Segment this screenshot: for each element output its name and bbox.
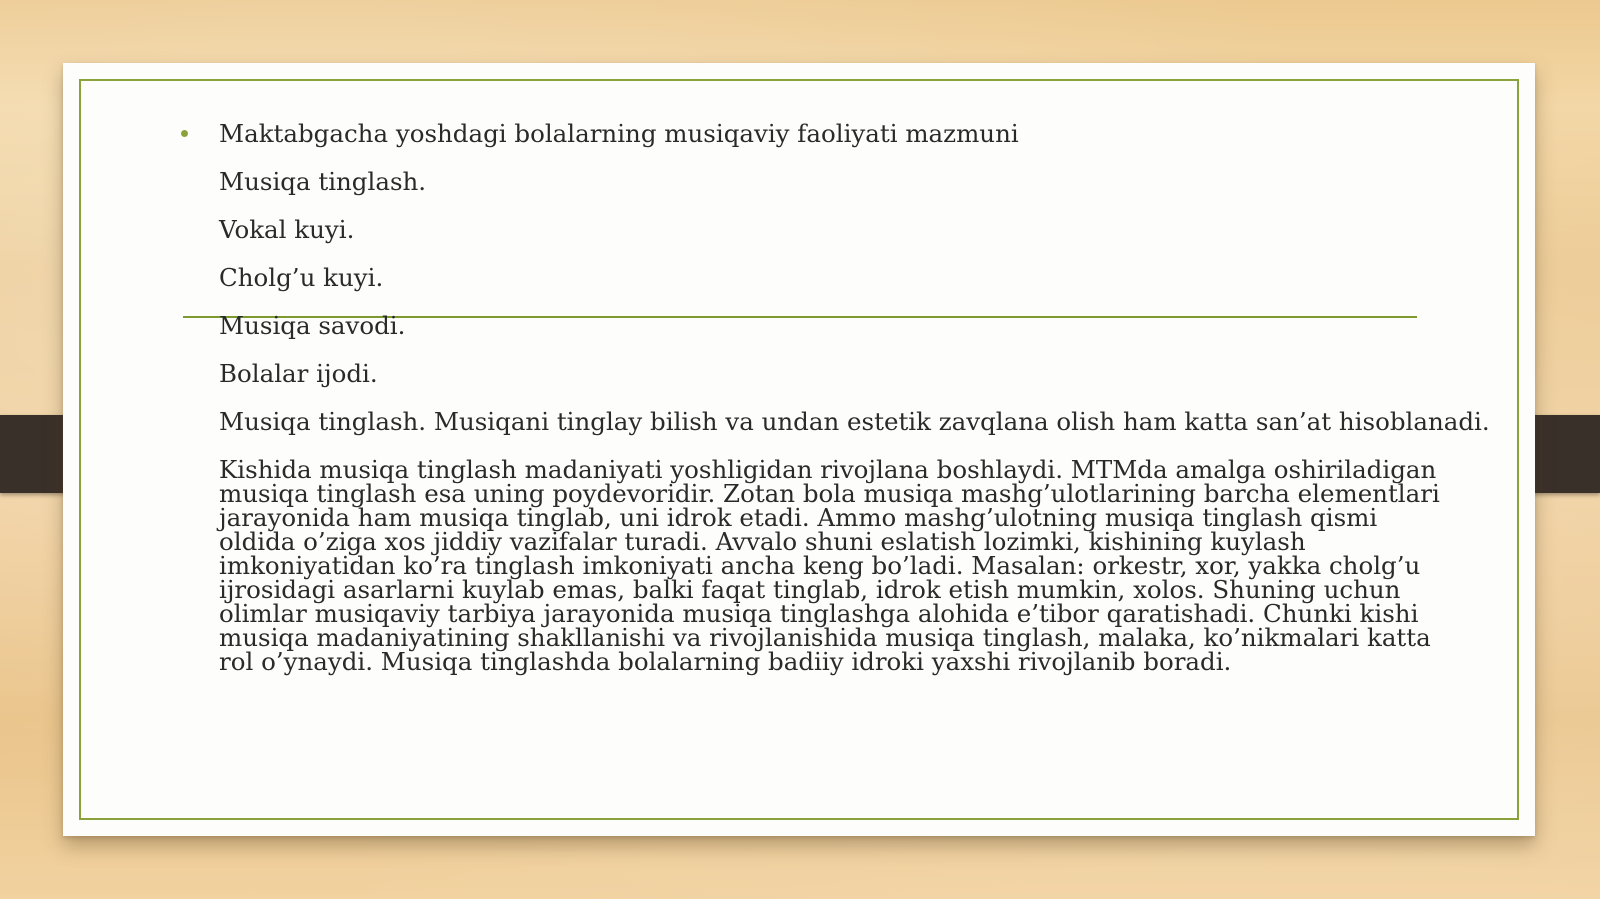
bullet-dot-icon (181, 130, 188, 137)
list-item: Musiqa tinglash. (219, 167, 427, 196)
body-paragraph: Kishida musiqa tinglash madaniyati yoshligidan rivojlana boshlaydi. MTMda amalga oshiriladigan musiqa tinglash esa uning poydevoridir. Zotan bola musiqa mashg’ulotlarining barcha elementlari jarayonida ham musiqa tinglab, uni idrok etadi. Ammo mashg’ulotning musiqa tinglash qismi oldida o’ziga xos jiddiy vazifalar turadi. Avvalo shuni eslatish lozimki, kishining kuylash imkoniyatidan ko’ra tinglash imkoniyati ancha keng bo’ladi. Masalan: orkestr, xor, yakka cholg’u ijrosidagi asarlarni kuylab emas, balki faqat tinglab, idrok etish mumkin, xolos. Shuning uchun olimlar musiqaviy tarbiya jarayonida musiqa tinglashga alohida e’tibor qaratishadi. Chunki kishi musiqa madaniyatining shakllanishi va rivojlanishida musiqa tinglash, malaka, ko’nikmalari katta rol o’ynaydi. Musiqa tinglashda bolalarning badiiy idroki yaxshi rivojlanib boradi. (219, 455, 1440, 676)
list-item: Vokal kuyi. (219, 215, 355, 244)
list-item: Musiqa savodi. (219, 311, 406, 340)
bullet-heading: Maktabgacha yoshdagi bolalarning musiqaviy faoliyati mazmuni (219, 119, 1019, 148)
list-item: Bolalar ijodi. (219, 359, 378, 388)
list-item: Cholg’u kuyi. (219, 263, 384, 292)
bullet-item (219, 110, 1444, 158)
list-item: Musiqa tinglash. Musiqani tinglay bilish va undan estetik zavqlana olish ham katta san’at hisoblanadi. (219, 407, 1490, 436)
slide-content (219, 110, 1490, 676)
